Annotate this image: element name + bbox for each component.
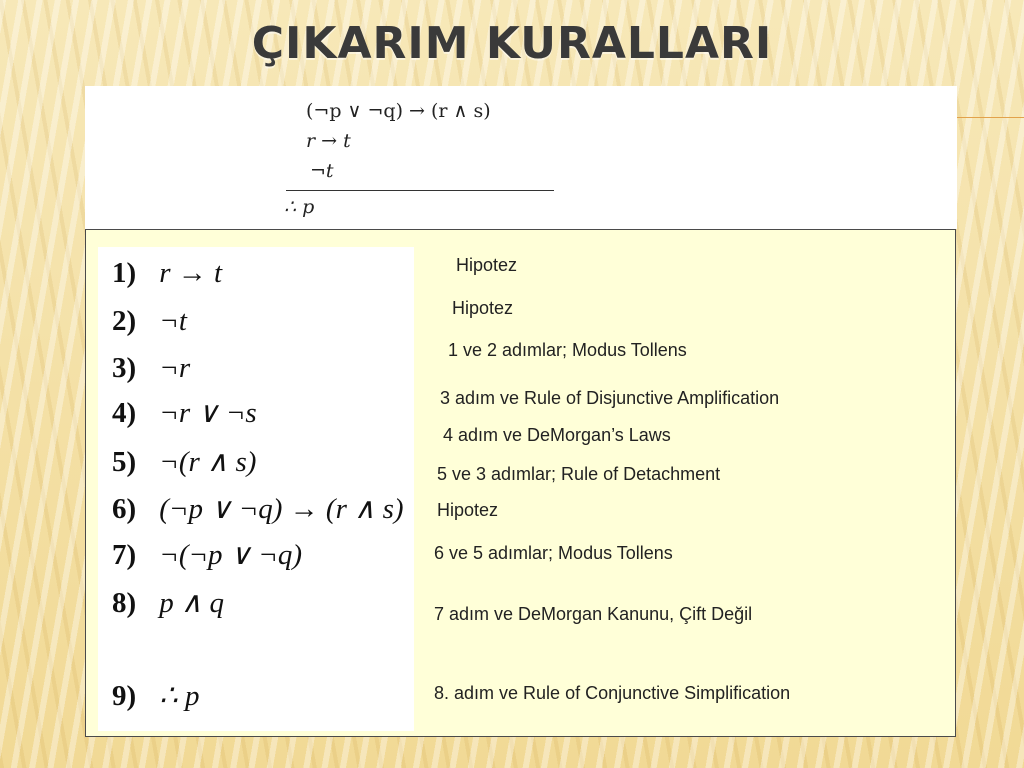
slide-title: ÇIKARIM KURALLARI [251,18,773,69]
proof-step-4 [112,393,257,433]
premise-3: ¬t [310,160,334,182]
step-number: 6) [112,493,137,525]
proof-step-5 [112,442,256,482]
step-reason: 1 ve 2 adımlar; Modus Tollens [448,340,687,360]
step-reason: 5 ve 3 adımlar; Rule of Detachment [437,464,721,484]
step-reason: Hipotez [456,255,518,275]
step-number: 8) [112,587,137,619]
premises-conclusion: ∴ p [284,196,315,218]
step-number: 9) [112,680,137,712]
step-formula: ∴ p [159,680,200,712]
step-reason: 4 adım ve DeMorgan’s Laws [443,425,671,445]
proof-step-3 [112,348,190,388]
premise-2: r → t [306,130,351,152]
proof-step-8 [112,583,224,623]
step-number: 3) [112,352,137,384]
proof-step-6 [112,489,404,529]
step-reason: 3 adım ve Rule of Disjunctive Amplification [440,388,780,408]
step-formula: r → t [159,257,223,289]
proof-step-9 [112,676,199,716]
proof-step-7 [112,535,302,575]
premise-1: (¬p ∨ ¬q) → (r ∧ s) [306,100,491,122]
step-reason: Hipotez [452,298,514,318]
step-formula: ¬(¬p ∨ ¬q) [159,539,302,571]
proof-step-1 [112,253,222,293]
step-formula: p ∧ q [159,587,224,619]
step-formula: ¬r ∨ ¬s [159,397,257,429]
step-reason: Hipotez [437,500,499,520]
proof-step-2 [112,301,187,341]
step-formula: ¬(r ∧ s) [159,446,257,478]
inference-line [286,190,554,191]
step-formula: ¬t [159,305,187,337]
step-number: 5) [112,446,137,478]
step-formula: ¬r [159,352,191,384]
step-number: 1) [112,257,137,289]
step-formula: (¬p ∨ ¬q) → (r ∧ s) [159,493,404,525]
step-number: 4) [112,397,137,429]
step-reason: 7 adım ve DeMorgan Kanunu, Çift Değil [434,604,753,624]
step-number: 7) [112,539,137,571]
step-number: 2) [112,305,137,337]
premises-list [282,96,562,223]
title-separator-line [955,117,1024,118]
step-reason: 6 ve 5 adımlar; Modus Tollens [434,543,673,563]
step-reason: 8. adım ve Rule of Conjunctive Simplification [434,683,791,703]
